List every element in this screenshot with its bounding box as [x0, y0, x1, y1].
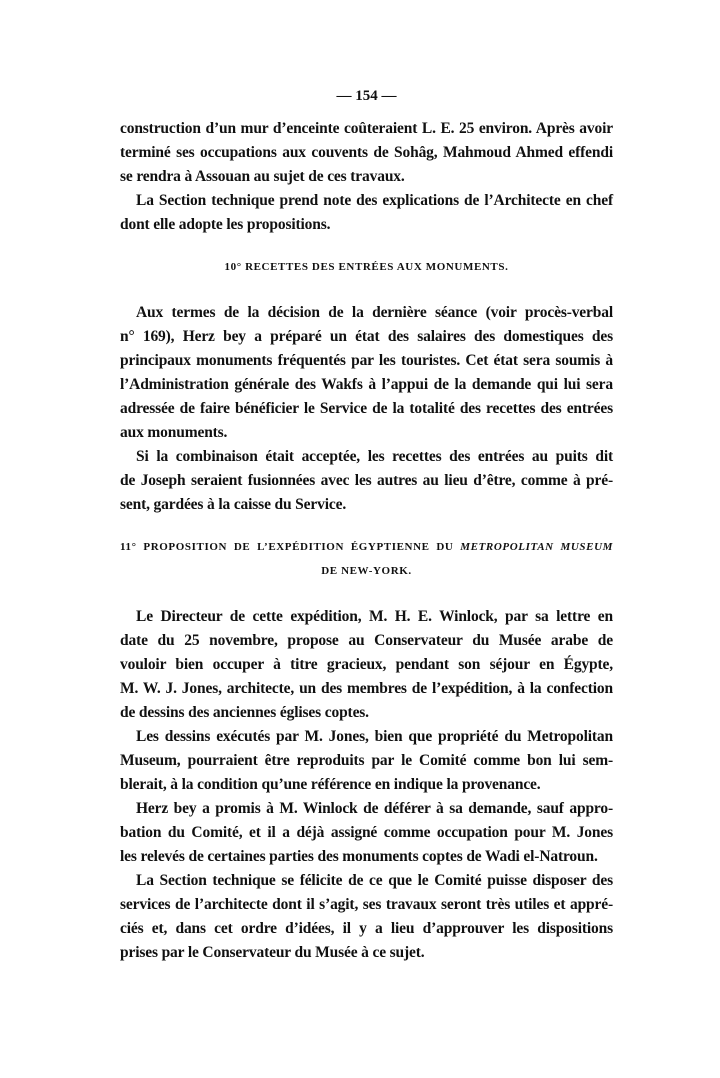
text-line: services de l’architecte dont il s’agit, ses travaux seront très utiles et appré-	[120, 896, 613, 913]
text-line: La Section technique prend note des explications de l’Architecte en chef	[136, 192, 613, 209]
document-page	[120, 88, 613, 965]
text-line: Aux termes de la décision de la dernière séance (voir procès-verbal	[136, 304, 613, 321]
paragraph	[120, 869, 613, 965]
text-line: Herz bey a promis à M. Winlock de déférer à sa demande, sauf appro-	[136, 800, 613, 817]
paragraph	[120, 605, 613, 725]
text-line: date du 25 novembre, propose au Conservateur du Musée arabe de	[120, 632, 613, 649]
paragraph	[120, 797, 613, 869]
text-line: de dessins des anciennes églises coptes.	[120, 704, 369, 721]
section-11-heading	[120, 535, 613, 583]
text-line: principaux monuments fréquentés par les touristes. Cet état sera soumis à	[120, 352, 613, 369]
text-line: se rendra à Assouan au sujet de ces travaux.	[120, 168, 405, 185]
text-line: ciés et, dans cet ordre d’idées, il y a lieu d’approuver les dispositions	[120, 920, 613, 937]
paragraph	[120, 725, 613, 797]
text-line: M. W. J. Jones, architecte, un des membres de l’expédition, à la confection	[120, 680, 613, 697]
heading-text: 11° PROPOSITION DE L’EXPÉDITION ÉGYPTIENNE DU	[120, 541, 454, 553]
text-line: Museum, pourraient être reproduits par le Comité comme bon lui sem-	[120, 752, 613, 769]
text-line: vouloir bien occuper à titre gracieux, pendant son séjour en Égypte,	[120, 656, 613, 673]
text-line: n° 169), Herz bey a préparé un état des salaires des domestiques des	[120, 328, 613, 345]
section-11-heading-line1	[120, 535, 613, 559]
section-11-paragraphs	[120, 605, 613, 965]
text-line: Le Directeur de cette expédition, M. H. E. Winlock, par sa lettre en	[136, 608, 613, 625]
text-line: blerait, à la condition qu’une référence en indique la provenance.	[120, 776, 541, 793]
text-line: terminé ses occupations aux couvents de Sohâg, Mahmoud Ahmed effendi	[120, 144, 613, 161]
heading-italic-text: METROPOLITAN MUSEUM	[460, 541, 613, 553]
paragraph	[120, 445, 613, 517]
section-11-heading-line2: DE NEW-YORK.	[321, 565, 412, 577]
text-line: bation du Comité, et il a déjà assigné comme occupation pour M. Jones	[120, 824, 613, 841]
page-number: — 154 —	[336, 88, 397, 104]
text-line: Les dessins exécutés par M. Jones, bien que propriété du Metropolitan	[136, 728, 613, 745]
paragraph	[120, 301, 613, 445]
text-line: les relevés de certaines parties des monuments coptes de Wadi el-Natroun.	[120, 848, 598, 865]
text-line: sent, gardées à la caisse du Service.	[120, 496, 347, 513]
text-line: Si la combinaison était acceptée, les recettes des entrées au puits dit	[136, 448, 613, 465]
text-line: La Section technique se félicite de ce que le Comité puisse disposer des	[136, 872, 613, 889]
text-line: adressée de faire bénéficier le Service de la totalité des recettes des entrées	[120, 400, 613, 417]
text-line: de Joseph seraient fusionnées avec les autres au lieu d’être, comme à pré-	[120, 472, 613, 489]
paragraph	[120, 117, 613, 189]
text-line: aux monuments.	[120, 424, 228, 441]
paragraph	[120, 189, 613, 237]
text-line: construction d’un mur d’enceinte coûteraient L. E. 25 environ. Après avoir	[120, 120, 613, 137]
text-line: dont elle adopte les propositions.	[120, 216, 331, 233]
text-line: l’Administration générale des Wakfs à l’appui de la demande qui lui sera	[120, 376, 613, 393]
text-line: prises par le Conservateur du Musée à ce sujet.	[120, 944, 425, 961]
intro-paragraphs	[120, 117, 613, 237]
section-10-paragraphs	[120, 301, 613, 517]
section-10-heading: 10° RECETTES DES ENTRÉES AUX MONUMENTS.	[224, 261, 509, 273]
